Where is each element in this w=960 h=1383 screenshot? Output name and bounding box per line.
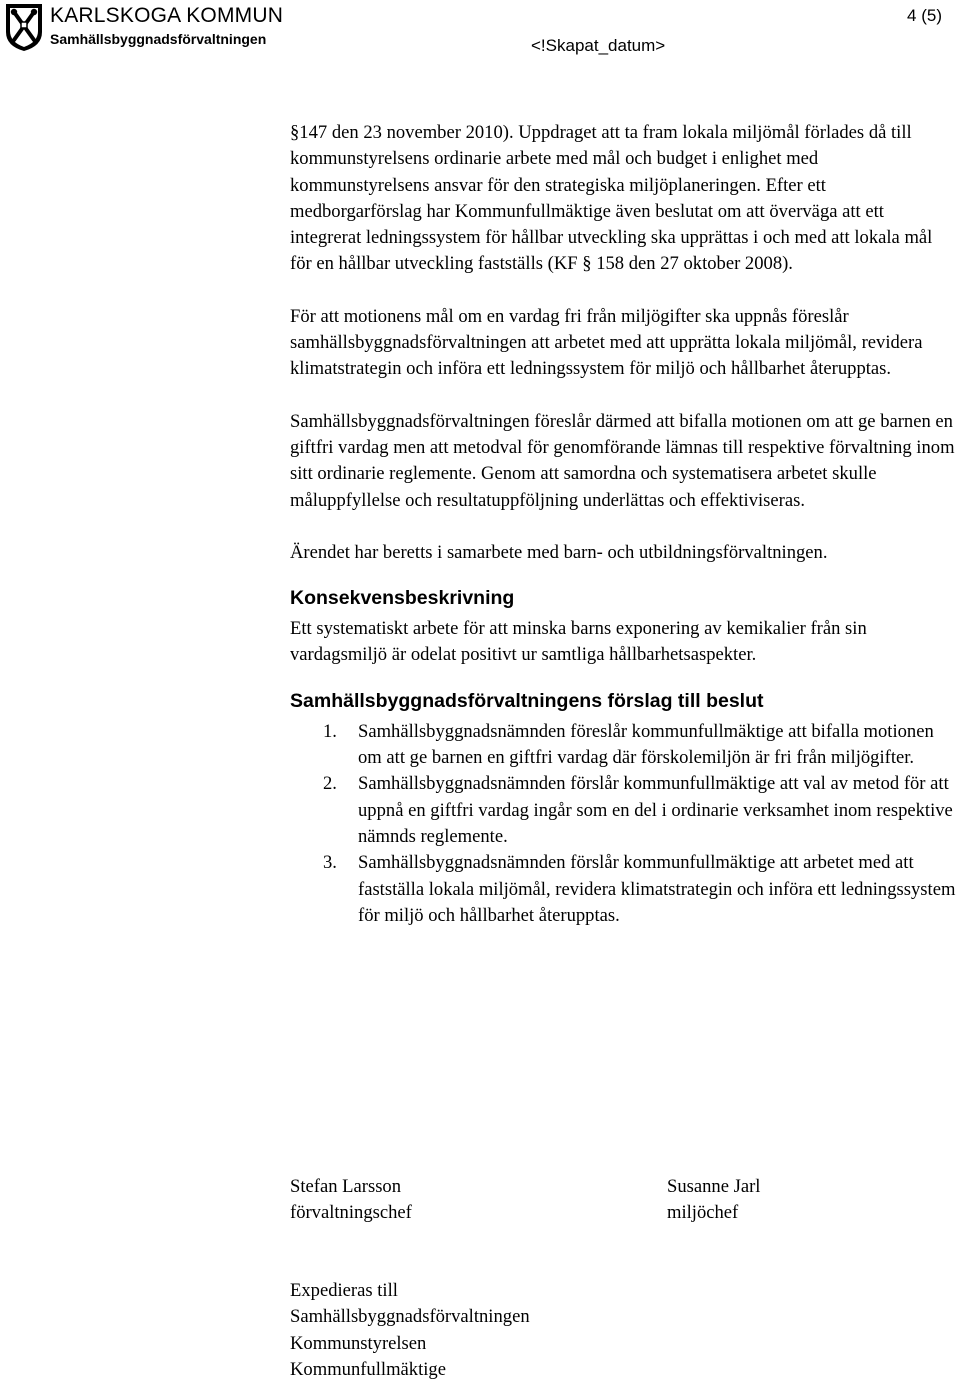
paragraph-proposal-reason: För att motionens mål om en vardag fri från miljögifter ska uppnås föreslår samhällsbyggnadsförvaltningen att arbetet med att upprätta lokala miljömål, revidera klimatstrategin och införa ett ledningssystem för miljö och hållbarhet återupptas. — [290, 305, 923, 380]
distribution-recipient: Samhällsbyggnadsförvaltningen — [290, 1306, 530, 1328]
signer-name: Stefan Larsson — [290, 1176, 402, 1197]
document-body — [290, 120, 958, 929]
proposal-heading: Samhällsbyggnadsförvaltningens förslag till beslut — [290, 689, 764, 712]
page-header — [0, 0, 960, 70]
distribution-heading: Expedieras till — [290, 1280, 398, 1301]
signature-block — [290, 1174, 958, 1234]
list-item-text: Samhällsbyggnadsnämnden förslår kommunfullmäktige att val av metod för att uppnå en giftfri vardag ingår som en del i ordinarie verksamhet inom respektive nämnds reglemente. — [358, 773, 953, 847]
consequence-heading: Konsekvensbeskrivning — [290, 587, 515, 610]
signature-right — [667, 1174, 760, 1227]
signer-title: miljöchef — [667, 1202, 739, 1224]
organization-name: KARLSKOGA KOMMUN — [50, 4, 284, 27]
consequence-text: Ett systematiskt arbete för att minska barns exponering av kemikalier från sin vardagsmiljö är odelat positivt ur samtliga hållbarhetsaspekter. — [290, 618, 867, 666]
list-item-number: 2. — [323, 773, 337, 795]
signer-name: Susanne Jarl — [667, 1176, 761, 1197]
list-item-number: 1. — [323, 720, 337, 742]
signature-left — [290, 1174, 412, 1227]
list-item-text: Samhällsbyggnadsnämnden föreslår kommunfullmäktige att bifalla motionen om att ge barnen en giftfri vardag där förskolemiljön är fri från miljögifter. — [358, 720, 934, 769]
paragraph-recommendation: Samhällsbyggnadsförvaltningen föreslår därmed att bifalla motionen om att ge barnen en giftfri vardag men att metodval för genomförande lämnas till respektive förvaltning inom sitt ordinarie reglemente. Genom att samordna och systematisera arbetet skulle måluppfyllelse och resultatuppföljning underlättas och effektiviseras. — [290, 410, 955, 511]
distribution-recipient: Kommunstyrelsen — [290, 1332, 427, 1354]
distribution-recipient: Kommunfullmäktige — [290, 1358, 446, 1380]
karlskoga-crest-icon — [2, 2, 46, 52]
paragraph-background: §147 den 23 november 2010). Uppdraget att ta fram lokala miljömål förlades då till kommunstyrelsens ordinarie arbete med mål och budget i enlighet med kommunstyrelsens ansvar för den strategiska miljöplaneringen. Efter ett medborgarförslag har Kommunfullmäktige även beslutat om att överväga att ett integrerat ledningssystem för hållbar utveckling ska upprättas i och med att lokala mål för en hållbar utveckling fastställs (KF § 158 den 27 oktober 2008). — [290, 122, 933, 275]
list-item-text: Samhällsbyggnadsnämnden förslår kommunfullmäktige att arbetet med att fastställa lokala miljömål, revidera klimatstrategin och införa ett ledningssystem för miljö och hållbarhet återupptas. — [358, 852, 956, 926]
department-name: Samhällsbyggnadsförvaltningen — [50, 31, 267, 47]
list-item — [290, 719, 958, 772]
list-item-number: 3. — [323, 852, 337, 874]
list-item — [290, 771, 958, 850]
signer-title: förvaltningschef — [290, 1202, 412, 1224]
distribution-list — [290, 1278, 530, 1383]
decision-list — [290, 719, 958, 929]
page-number: 4 (5) — [907, 6, 942, 25]
paragraph-preparation: Ärendet har beretts i samarbete med barn- och utbildningsförvaltningen. — [290, 541, 828, 563]
date-field: <!Skapat_datum> — [531, 36, 666, 55]
list-item — [290, 850, 958, 929]
